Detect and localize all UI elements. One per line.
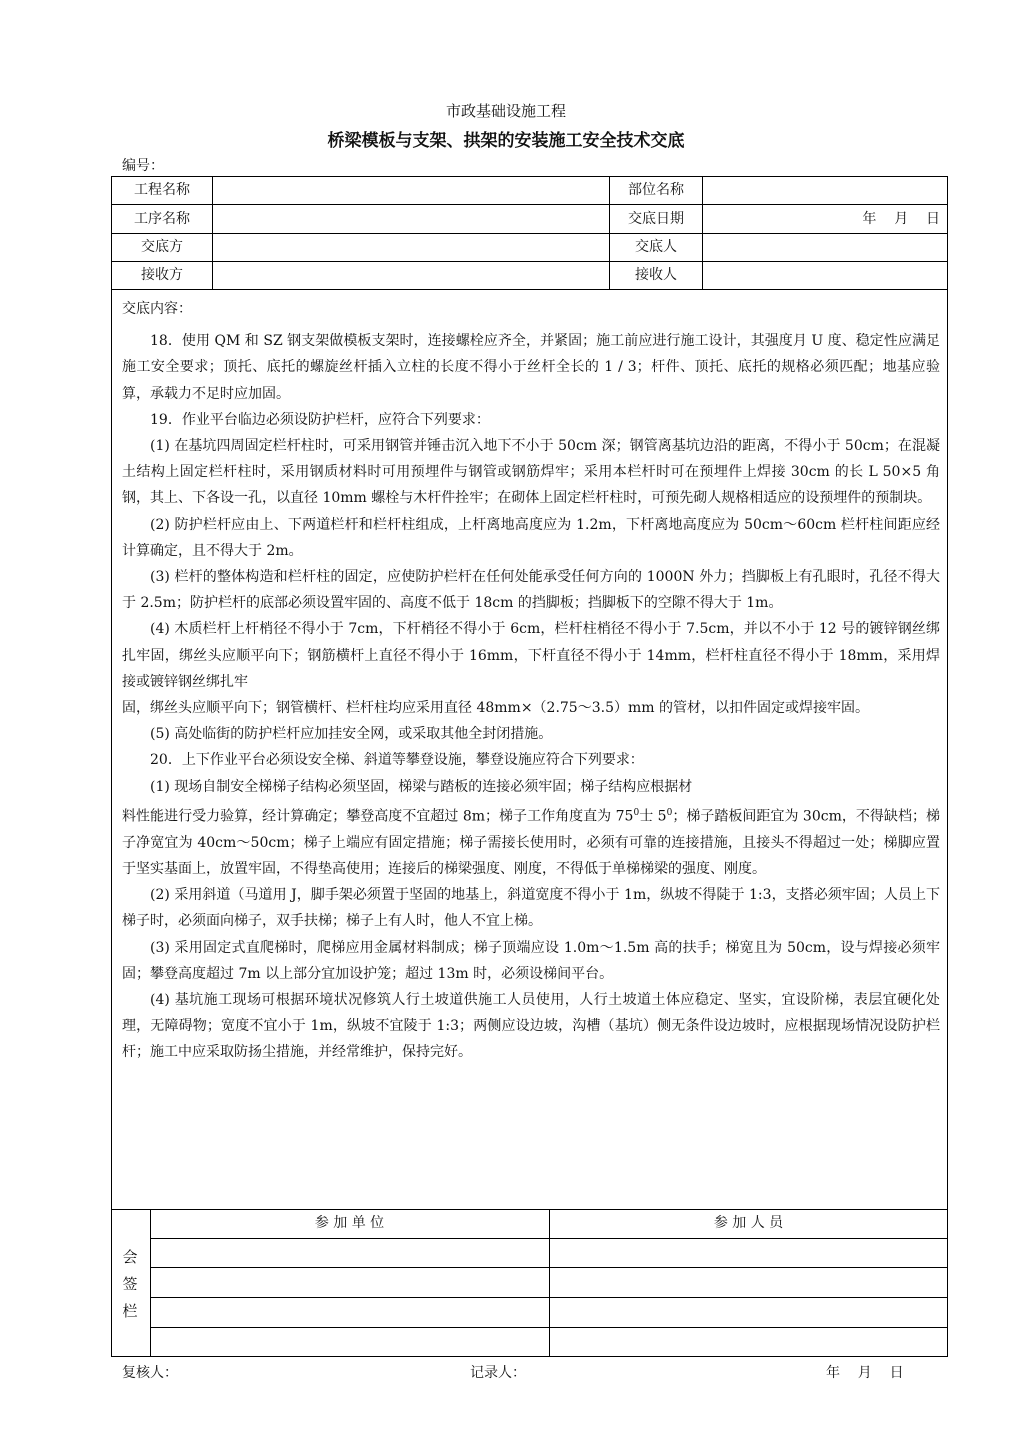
table-divider (111, 261, 948, 262)
content-paragraph: (2) 防护栏杆应由上、下两道栏杆和栏杆柱组成，上杆离地高度应为 1.2m，下杆离地高度应为 50cm～60cm 栏杆柱间距应经计算确定，且不得大于 2m。 (122, 516, 940, 559)
number-label: 编号： (122, 158, 164, 174)
signoff-side-label: 栏 (122, 1302, 138, 1320)
content-paragraph: 19．作业平台临边必须设防护栏杆，应符合下列要求： (150, 411, 490, 428)
content-paragraph: (2) 采用斜道（马道用 J，脚手架必须置于坚固的地基上，斜道宽度不得小于 1m，纵坡不得陡于 1:3，支搭必须牢固；人员上下梯子时，必须面向梯子，双手扶梯；梯子上有人时，他人不宜上梯。 (122, 887, 940, 930)
document-subtitle: 市政基础设施工程 (445, 102, 566, 120)
footer-date: 年 月 日 (826, 1365, 904, 1381)
content-paragraph: (3) 采用固定式直爬梯时，爬梯应用金属材料制成；梯子顶端应设 1.0m～1.5m 高的扶手；梯宽且为 50cm，设与焊接必须牢固；攀登高度超过 7m 以上部分宜加设护笼；超过 13m 时，必须设梯间平台。 (122, 939, 940, 982)
content-section (122, 296, 940, 1066)
signoff-column-divider (549, 1209, 550, 1357)
content-paragraph: (1) 在基坑四周固定栏杆柱时，可采用钢管并锤击沉入地下不小于 50cm 深；钢管离基坑边沿的距离，不得小于 50cm；在混凝土结构上固定栏杆柱时，采用钢质材料时可用预埋件与钢管或钢筋焊牢；采用本栏杆时可在预埋件上焊接 30cm 的长 L 50×5 角钢，其上、下各设一孔，以直径 10mm 螺栓与木杆件拴牢；在砌体上固定栏杆柱时，可预先砌人规格相适应的设预埋件的预制块。 (122, 438, 940, 507)
content-paragraph: (3) 栏杆的整体构造和栏杆柱的固定，应使防护栏杆在任何处能承受任何方向的 1000N 外力；挡脚板上有孔眼时，孔径不得大于 2.5m；防护栏杆的底部必须设置牢固的、高度不低于 18cm 的挡脚板；挡脚板下的空隙不得大于 1m。 (122, 569, 940, 612)
unit-header: 参 加 单 位 (314, 1215, 385, 1231)
table-column-divider (212, 176, 213, 289)
content-paragraph: 20．上下作业平台必须设安全梯、斜道等攀登设施，攀登设施应符合下列要求： (150, 752, 644, 769)
giver-label: 交底方 (141, 239, 183, 255)
content-paragraph: (4) 木质栏杆上杆梢径不得小于 7cm，下杆梢径不得小于 6cm，栏杆柱梢径不得小于 7.5cm，并以不小于 12 号的镀锌钢丝绑扎牢固，绑丝头应顺平向下；钢筋横杆上直径不得小于 16mm，下杆直径不得小于 14mm，栏杆柱直径不得小于 18mm，采用焊接或镀锌钢丝绑扎牢 (122, 621, 940, 690)
table-divider (111, 204, 948, 205)
date-label: 交底日期 (628, 211, 684, 227)
part-name-label: 部位名称 (628, 182, 684, 198)
table-column-divider (702, 176, 703, 289)
table-divider (111, 233, 948, 234)
content-text: 士 5 (639, 808, 667, 825)
signoff-divider (111, 1209, 948, 1210)
signoff-row-divider (150, 1297, 948, 1298)
content-text: ；梯子踏板间距宜为 30cm，不得缺档；梯子净宽宜为 40cm～50cm；梯子上端应有固定措施；梯子需接长使用时，必须有可靠的连接措施，且接头不得超过一处；梯脚应置于坚实基面上，放置牢固，不得垫高使用；连接后的梯梁强度、刚度，不得低于单梯梯梁的强度、刚度。 (122, 808, 940, 877)
signoff-column-divider (150, 1209, 151, 1357)
content-paragraph (122, 800, 940, 882)
receiver-person-label: 接收人 (635, 267, 677, 283)
signoff-row-divider (150, 1267, 948, 1268)
content-paragraph: (4) 基坑施工现场可根据环境状况修筑人行土坡道供施工人员使用，人行土坡道土体应稳定、坚实，宜设阶梯，表层宜硬化处理，无障碍物；宽度不宜小于 1m，纵坡不宜陵于 1:3；两侧应设边坡，沟槽（基坑）侧无条件设边坡时，应根据现场情况设防护栏杆；施工中应采取防扬尘措施，并经常维护，保持完好。 (122, 991, 940, 1061)
date-value: 年 月 日 (862, 211, 940, 227)
content-paragraph: 固，绑丝头应顺平向下；钢管横杆、栏杆柱均应采用直径 48mm×（2.75～3.5）mm 的管材，以扣件固定或焊接牢固。 (122, 700, 869, 717)
content-text: 料性能进行受力验算，经计算确定；攀登高度不宜超过 8m；梯子工作角度直为 75 (122, 808, 634, 825)
signoff-side-label: 会 (122, 1248, 138, 1266)
receiver-label: 接收方 (141, 267, 183, 283)
signoff-row-divider (150, 1238, 948, 1239)
content-label: 交底内容： (122, 301, 192, 317)
table-divider (111, 289, 948, 290)
document-title: 桥梁模板与支架、拱架的安装施工安全技术交底 (327, 131, 685, 151)
process-name-label: 工序名称 (134, 211, 190, 227)
reviewer-label: 复核人： (122, 1365, 178, 1381)
person-header: 参 加 人 员 (713, 1215, 784, 1231)
signoff-row-divider (150, 1327, 948, 1328)
recorder-label: 记录人： (470, 1365, 526, 1381)
content-paragraph: (5) 高处临街的防护栏杆应加挂安全网，或采取其他全封闭措施。 (150, 726, 553, 743)
giver-person-label: 交底人 (635, 239, 677, 255)
content-paragraph: (1) 现场自制安全梯梯子结构必须坚固，梯梁与踏板的连接必须牢固；梯子结构应根据材 (150, 778, 693, 795)
degree-mark: 0 (633, 807, 640, 818)
signoff-side-label: 签 (122, 1275, 138, 1293)
project-name-label: 工程名称 (134, 182, 190, 198)
content-paragraph: 18．使用 QM 和 SZ 钢支架做模板支架时，连接螺栓应齐全，并紧固；施工前应进行施工设计，其强度月 U 度、稳定性应满足施工安全要求；顶托、底托的螺旋丝杆插入立柱的长度不得小于丝杆全长的 1 / 3；杆件、顶托、底托的规格必须匹配；地基应验算，承载力不足时应加固。 (122, 333, 940, 402)
degree-mark: 0 (666, 807, 673, 818)
